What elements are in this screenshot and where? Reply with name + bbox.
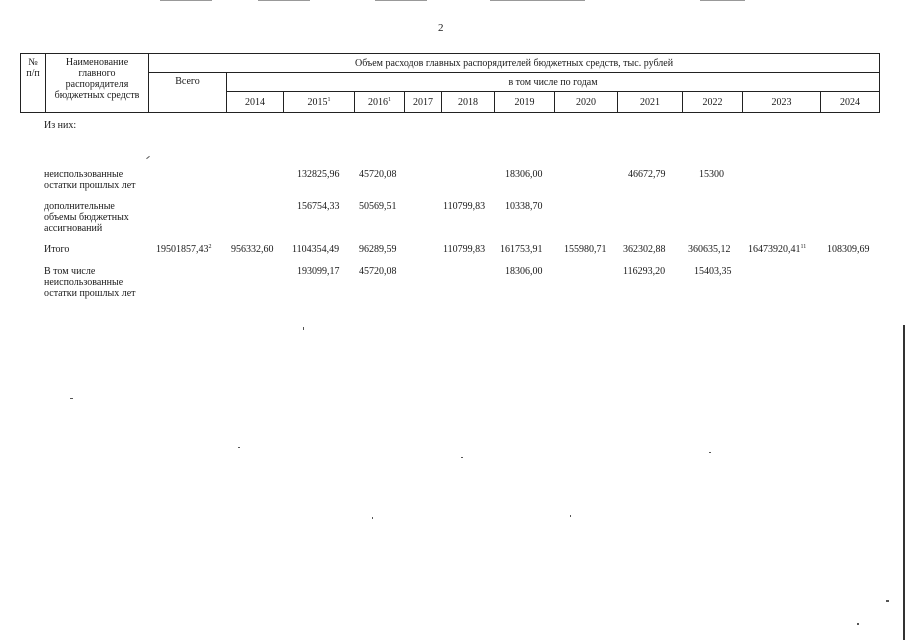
table-cell: 16473920,41$^{11}$ (748, 244, 807, 255)
scan-speck (146, 156, 150, 159)
scan-speck (303, 327, 304, 330)
table-cell: 96289,59 (359, 244, 397, 255)
scan-edge-line (375, 0, 427, 1)
year-header: 2020 (555, 92, 618, 113)
table-cell: 155980,71 (564, 244, 607, 255)
table-cell: 46672,79 (628, 169, 666, 180)
year-header: 2016$^1$ (355, 92, 405, 113)
table-cell: 360635,12 (688, 244, 731, 255)
table-cell: 110799,83 (443, 201, 486, 212)
table-cell: 156754,33 (297, 201, 340, 212)
year-header: 2015$^1$ (284, 92, 355, 113)
table-cell: 15403,35 (694, 266, 732, 277)
year-header: 2022 (683, 92, 743, 113)
page-number: 2 (438, 22, 444, 34)
header-total-col: Всего (149, 73, 227, 113)
iz-nih-label: Из них: (44, 120, 77, 131)
table-cell: 45720,08 (359, 266, 397, 277)
year-header: 2021 (618, 92, 683, 113)
scan-edge-line (490, 0, 585, 1)
scan-speck (570, 515, 571, 517)
row-label: неиспользованные остатки прошлых лет (44, 169, 136, 191)
row-label: В том числе неиспользованные остатки прошлых лет (44, 266, 136, 299)
scan-speck (857, 623, 859, 625)
year-header: 2023 (743, 92, 821, 113)
year-header: 2014 (227, 92, 284, 113)
year-header: 2019 (495, 92, 555, 113)
table-cell: 45720,08 (359, 169, 397, 180)
scan-edge-line (700, 0, 745, 1)
table-cell: 362302,88 (623, 244, 666, 255)
table-cell: 50569,51 (359, 201, 397, 212)
table-cell: 1104354,49 (292, 244, 340, 255)
table-cell: 15300 (699, 169, 724, 180)
table-cell: 956332,60 (231, 244, 274, 255)
scan-edge-line (160, 0, 212, 1)
row-label: дополнительные объемы бюджетных ассигнований (44, 201, 129, 234)
header-num-col: № п/п (21, 54, 46, 113)
scan-edge-line (258, 0, 310, 1)
year-header: 2018 (442, 92, 495, 113)
scan-speck (70, 398, 73, 399)
scan-speck (709, 452, 711, 453)
table-cell: 116293,20 (623, 266, 666, 277)
header-name-col: Наименование главного распорядителя бюджетных средств (46, 54, 149, 113)
table-cell: 10338,70 (505, 201, 543, 212)
total-cell: 19501857,43$^2$ (156, 244, 212, 255)
table-cell: 110799,83 (443, 244, 486, 255)
year-header: 2024 (821, 92, 880, 113)
table-cell: 18306,00 (505, 169, 543, 180)
header-volume-title: Объем расходов главных распорядителей бюджетных средств, тыс. рублей (149, 54, 880, 73)
table-cell: 193099,17 (297, 266, 340, 277)
scan-speck (461, 457, 463, 458)
table-cell: 161753,91 (500, 244, 543, 255)
table-cell: 108309,69 (827, 244, 870, 255)
table-cell: 18306,00 (505, 266, 543, 277)
scan-speck (372, 517, 373, 519)
header-by-years: в том числе по годам (227, 73, 880, 92)
scan-speck (238, 447, 240, 448)
table-cell: 132825,96 (297, 169, 340, 180)
scan-speck (886, 600, 889, 602)
row-label: Итого (44, 244, 70, 255)
budget-table-header (20, 53, 880, 113)
year-header: 2017 (405, 92, 442, 113)
